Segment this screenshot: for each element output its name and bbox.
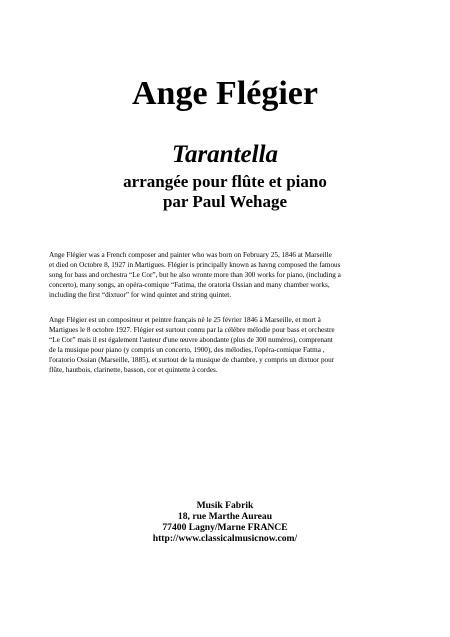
biography-line: Ange Flégier was a French composer and painter who was born on February 25, 1846 at Marseille <box>49 251 332 259</box>
biography-french <box>49 315 409 375</box>
piece-title: Tarantella <box>171 141 279 168</box>
composer-name: Ange Flégier <box>132 75 318 112</box>
arranger-line: par Paul Wehage <box>162 192 288 211</box>
biography-line: including the first “dixtuor” for wind quintet and string quintet. <box>49 291 232 299</box>
biography-line: l'oratorio Ossian (Marseille, 1885), et surtout de la musique de chambre, y compris un dixtuor pour <box>49 356 335 364</box>
publisher-city: 77400 Lagny/Marne FRANCE <box>162 522 288 533</box>
publisher-url: http://www.classicalmusicnow.com/ <box>152 533 298 544</box>
publisher-street: 18, rue Marthe Aureau <box>177 511 273 522</box>
biography-line: song for bass and orchestra “Le Cor”, but he also wronte more than 300 works for piano, (including a <box>49 271 341 279</box>
biography-line: et died on Octobre 8, 1927 in Martigues. Flégier is principally known as havng composed the famous <box>49 261 341 269</box>
biography-line: Martigues le 8 octobre 1927. Flégier est surtout connu par la célèbre mélodie pour bass et orchestre <box>49 326 335 334</box>
publisher-name: Musik Fabrik <box>196 500 254 511</box>
biography-line: concerto), many songs, an opéra-comique “Fatima, the oratoria Ossian and many chamber works, <box>49 281 330 289</box>
biography-line: “Le Cor” mais il est également l'auteur d'une œuvre abondante (plus de 300 numéros), comprenant <box>49 336 333 344</box>
biography-line: de la musique pour piano (y compris un concerto, 1900), des mélodies, l'opéra-comique Fatma , <box>49 346 325 354</box>
publisher-block <box>0 500 450 544</box>
arrangement-line: arrangée pour flûte et piano <box>123 172 327 191</box>
biography-line: flûte, hautbois, clarinette, basson, cor et quintette à cordes. <box>49 366 218 374</box>
biography-english <box>49 250 409 300</box>
biography-line: Ange Flégier est un compositeur et peintre français né le 25 février 1846 à Marseille, et mort à <box>49 316 321 324</box>
